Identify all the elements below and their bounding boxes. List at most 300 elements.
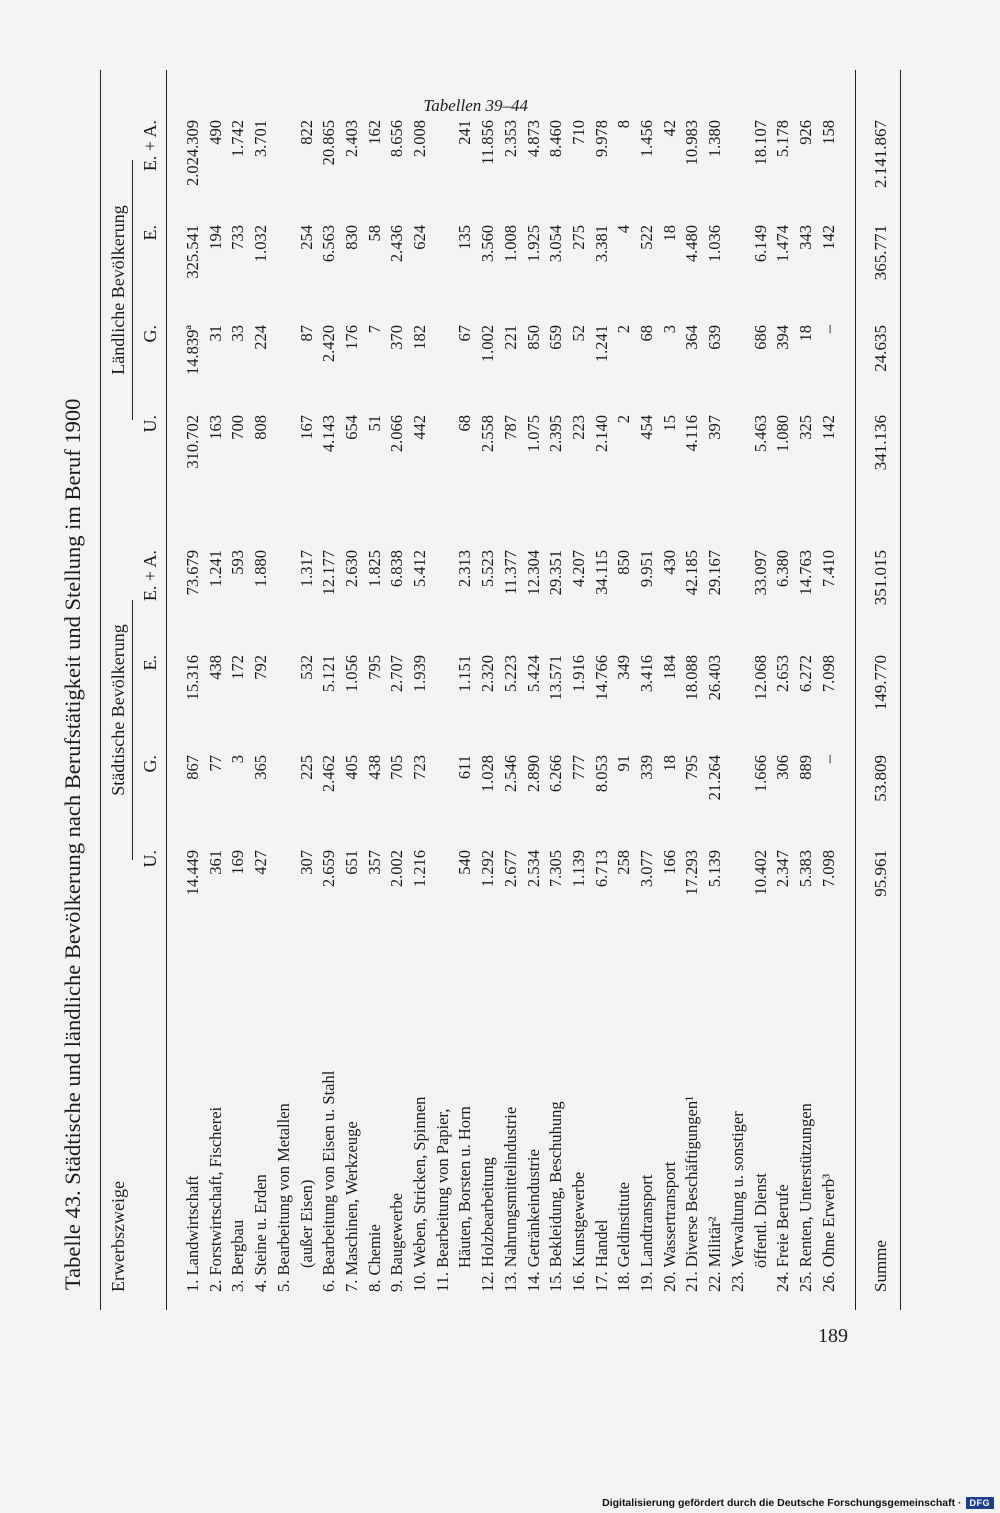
table-cell: 1.075 [523, 415, 543, 453]
table-cell: 6.380 [773, 550, 793, 588]
table-cell: 224 [251, 325, 271, 350]
table-cell: 33.097 [750, 550, 770, 596]
table-cell: 867 [183, 755, 202, 780]
table-cell: 1.880 [251, 550, 271, 588]
table-cell: 651 [341, 850, 361, 875]
table-cell: 3 [228, 755, 248, 764]
table-row [250, 10, 272, 1310]
table-cell: 73.679 [183, 550, 202, 596]
table-cell: 306 [773, 755, 793, 780]
row-label: 4. Steine u. Erden [251, 1174, 271, 1292]
column-header: E. + A. [140, 550, 160, 602]
row-label: (außer Eisen) [296, 1179, 316, 1268]
table-cell: 33 [228, 325, 248, 342]
table-cell: 18 [659, 755, 679, 772]
table-cell: 221 [500, 325, 520, 350]
table-cell: 14.763 [795, 550, 815, 596]
table-cell: 2.403 [341, 120, 361, 158]
table-cell: 2.002 [387, 850, 407, 888]
table-cell: 1.216 [410, 850, 429, 888]
table-cell: 241 [455, 120, 475, 145]
table-cell: 7.098 [818, 655, 838, 693]
table-cell: 2.558 [478, 415, 498, 453]
table-cell: 15.316 [183, 655, 202, 701]
table-title: Tabelle 43. Städtische und ländliche Bevölkerung nach Berufstätigkeit und Stellung im Beruf 1900 [60, 398, 85, 1290]
table-cell: 14.839ª [183, 325, 202, 375]
sum-label: Summe [871, 1240, 890, 1292]
table-cell: 2.347 [773, 850, 793, 888]
table-cell: 9.951 [637, 550, 656, 588]
table-cell: 7.410 [818, 550, 838, 588]
row-label: 22. Militär² [705, 1216, 725, 1292]
table-cell: 5.383 [795, 850, 815, 888]
table-row [818, 10, 840, 1310]
table-cell: 2.140 [591, 415, 611, 453]
table-cell: 254 [296, 225, 316, 250]
table-cell: 2.066 [387, 415, 407, 453]
table-row [273, 10, 295, 1310]
table-cell: 258 [614, 850, 634, 875]
table-cell: 184 [659, 655, 679, 680]
column-header: G. [140, 325, 160, 343]
table-cell: 3 [659, 325, 679, 334]
table-cell: 532 [296, 655, 316, 680]
row-label: 3. Bergbau [228, 1219, 248, 1292]
row-label: 16. Kunstgewerbe [568, 1171, 588, 1292]
table-cell: 135 [455, 225, 475, 250]
table-cell: 795 [682, 755, 702, 780]
table-cell: 611 [455, 755, 475, 780]
table-row [523, 10, 545, 1310]
table-cell: 11.377 [500, 550, 520, 595]
table-row [750, 10, 772, 1310]
table-cell: 1.925 [523, 225, 543, 263]
table-cell: 777 [568, 755, 588, 780]
table-cell: 182 [410, 325, 429, 350]
table-cell: 2.395 [546, 415, 566, 453]
table-cell: 2.008 [410, 120, 429, 158]
table-cell: 1.317 [296, 550, 316, 588]
table-cell: 275 [568, 225, 588, 250]
digitization-footer [602, 1497, 994, 1509]
table-row [205, 10, 227, 1310]
table-cell: 4.143 [319, 415, 339, 453]
row-label: 19. Landtransport [637, 1174, 656, 1292]
table-cell: 438 [364, 755, 384, 780]
row-label: 10. Weben, Stricken, Spinnen [410, 1096, 429, 1292]
table-cell: 710 [568, 120, 588, 145]
page-number: 189 [818, 1325, 848, 1347]
table-row [591, 10, 613, 1310]
table-cell: 339 [637, 755, 656, 780]
table-cell: 21.264 [705, 755, 725, 801]
row-label: 26. Ohne Erwerb³ [818, 1173, 838, 1292]
urban-group-rule [132, 600, 133, 860]
table-cell: 490 [205, 120, 225, 145]
table-cell: 3.381 [591, 225, 611, 263]
table-cell: 454 [637, 415, 656, 440]
table-cell: 593 [228, 550, 248, 575]
table-row [409, 10, 431, 1310]
group-rural-header: Ländliche Bevölkerung [108, 205, 128, 375]
footer-text: Digitalisierung gefördert durch die Deutsche Forschungsgemeinschaft · [602, 1497, 962, 1509]
table-cell: 3.560 [478, 225, 498, 263]
table-cell: 169 [228, 850, 248, 875]
table-cell: 5.223 [500, 655, 520, 693]
table-cell: 1.151 [455, 655, 475, 693]
table-cell: 1.456 [637, 120, 656, 158]
row-label: 20. Wassertransport [659, 1161, 679, 1292]
sum-cell: 365.771 [871, 225, 890, 281]
table-row [636, 10, 658, 1310]
table-cell: 2.677 [500, 850, 520, 888]
table-row [681, 10, 703, 1310]
table-cell: 52 [568, 325, 588, 342]
table-row [500, 10, 522, 1310]
sum-cell: 24.635 [871, 325, 890, 372]
table-cell: 2.462 [319, 755, 339, 793]
table-cell: 91 [614, 755, 634, 772]
table-row [227, 10, 249, 1310]
table-cell: 3.701 [251, 120, 271, 158]
table-cell: 889 [795, 755, 815, 780]
table-cell: 26.403 [705, 655, 725, 701]
table-cell: 2.653 [773, 655, 793, 693]
sum-cell: 53.809 [871, 755, 890, 802]
row-label: 25. Renten, Unterstützungen [795, 1103, 815, 1292]
table-row [364, 10, 386, 1310]
table-cell: 349 [614, 655, 634, 680]
table-cell: 926 [795, 120, 815, 145]
table-cell: 808 [251, 415, 271, 440]
table-cell: 7 [364, 325, 384, 334]
table-row [568, 10, 590, 1310]
table-cell: 2.630 [341, 550, 361, 588]
sum-cell: 149.770 [871, 655, 890, 711]
table-cell: 430 [659, 550, 679, 575]
table-cell: 522 [637, 225, 656, 250]
row-label: 18. Geldinstitute [614, 1182, 634, 1292]
table-cell: 787 [500, 415, 520, 440]
table-cell: 723 [410, 755, 429, 780]
table-cell: 2.320 [478, 655, 498, 693]
table-cell: 11.856 [478, 120, 498, 165]
table-cell: 394 [773, 325, 793, 350]
table-cell: 8.460 [546, 120, 566, 158]
table-cell: 67 [455, 325, 475, 342]
table-cell: 2.353 [500, 120, 520, 158]
table-cell: 364 [682, 325, 702, 350]
table-cell: 361 [205, 850, 225, 875]
table-cell: 1.292 [478, 850, 498, 888]
table-cell: 6.713 [591, 850, 611, 888]
table-row [795, 10, 817, 1310]
table-cell: 2.313 [455, 550, 475, 588]
table-cell: 792 [251, 655, 271, 680]
row-label: 7. Maschinen, Werkzeuge [341, 1121, 361, 1292]
table-cell: 370 [387, 325, 407, 350]
table-cell: 325 [795, 415, 815, 440]
row-label: 6. Bearbeitung von Eisen u. Stahl [319, 1070, 339, 1292]
table-cell: 5.463 [750, 415, 770, 453]
column-header: U. [140, 415, 160, 433]
table-cell: 5.139 [705, 850, 725, 888]
table-row [341, 10, 363, 1310]
table-cell: 5.178 [773, 120, 793, 158]
table-cell: 427 [251, 850, 271, 875]
table-cell: 4.116 [682, 415, 702, 452]
table-cell: 438 [205, 655, 225, 680]
table-row [613, 10, 635, 1310]
table-cell: 6.266 [546, 755, 566, 793]
table-cell: 18 [659, 225, 679, 242]
table-cell: 14.766 [591, 655, 611, 701]
row-label: 14. Getränkeindustrie [523, 1149, 543, 1292]
table-cell: 162 [364, 120, 384, 145]
table-cell: 18.107 [750, 120, 770, 166]
table-cell: 7.098 [818, 850, 838, 888]
table-cell: 1.028 [478, 755, 498, 793]
row-label: 24. Freie Berufe [773, 1184, 793, 1292]
row-label: 17. Handel [591, 1219, 611, 1292]
table-cell: 15 [659, 415, 679, 432]
table-row [704, 10, 726, 1310]
table-row [318, 10, 340, 1310]
sum-cell: 351.015 [871, 550, 890, 606]
table-cell: 1.032 [251, 225, 271, 263]
table-cell: 325.541 [183, 225, 202, 279]
table-cell: 3.416 [637, 655, 656, 693]
table-cell: 13.571 [546, 655, 566, 701]
header-rule [166, 70, 167, 1310]
table-cell: 5.412 [410, 550, 429, 588]
row-label: 8. Chemie [364, 1224, 384, 1292]
table-cell: 1.080 [773, 415, 793, 453]
table-cell: 686 [750, 325, 770, 350]
table-cell: 2.890 [523, 755, 543, 793]
table-cell: 6.563 [319, 225, 339, 263]
column-header: U. [140, 850, 160, 868]
row-label: 5. Bearbeitung von Metallen [273, 1103, 293, 1292]
table-cell: 700 [228, 415, 248, 440]
table-cell: 29.351 [546, 550, 566, 596]
table-cell: 223 [568, 415, 588, 440]
table-cell: – [818, 755, 838, 764]
table-cell: 12.177 [319, 550, 339, 596]
table-row [659, 10, 681, 1310]
table-cell: 1.036 [705, 225, 725, 263]
table-cell: – [818, 325, 838, 334]
table-cell: 397 [705, 415, 725, 440]
table-cell: 8 [614, 120, 634, 129]
table-cell: 142 [818, 415, 838, 440]
table-cell: 3.054 [546, 225, 566, 263]
table-cell: 1.380 [705, 120, 725, 158]
table-cell: 850 [614, 550, 634, 575]
table-cell: 705 [387, 755, 407, 780]
table-row [182, 10, 204, 1310]
table-cell: 357 [364, 850, 384, 875]
table-cell: 18 [795, 325, 815, 342]
table-cell: 167 [296, 415, 316, 440]
row-label: Häuten, Borsten u. Horn [455, 1106, 475, 1268]
running-head: Tabellen 39–44 [423, 96, 528, 115]
table-cell: 14.449 [183, 850, 202, 896]
sum-row [870, 10, 892, 1310]
table-cell: 20.865 [319, 120, 339, 166]
table-cell: 1.916 [568, 655, 588, 693]
rotated-table [60, 10, 920, 1310]
table-row [454, 10, 476, 1310]
table-row [727, 10, 749, 1310]
row-label: öffentl. Dienst [750, 1172, 770, 1268]
top-rule [100, 70, 101, 1310]
table-cell: 18.088 [682, 655, 702, 701]
table-cell: 1.742 [228, 120, 248, 158]
table-cell: 733 [228, 225, 248, 250]
table-cell: 29.167 [705, 550, 725, 596]
table-cell: 2.546 [500, 755, 520, 793]
table-cell: 5.523 [478, 550, 498, 588]
sum-cell: 95.961 [871, 850, 890, 897]
table-cell: 4 [614, 225, 634, 234]
table-cell: 10.983 [682, 120, 702, 166]
table-cell: 194 [205, 225, 225, 250]
table-cell: 176 [341, 325, 361, 350]
table-cell: 654 [341, 415, 361, 440]
table-cell: 158 [818, 120, 838, 145]
table-cell: 2.534 [523, 850, 543, 888]
table-cell: 405 [341, 755, 361, 780]
table-cell: 12.068 [750, 655, 770, 701]
table-cell: 1.939 [410, 655, 429, 693]
table-cell: 639 [705, 325, 725, 350]
table-cell: 442 [410, 415, 429, 440]
table-cell: 6.272 [795, 655, 815, 693]
table-cell: 1.241 [591, 325, 611, 363]
table-cell: 31 [205, 325, 225, 342]
table-cell: 822 [296, 120, 316, 145]
table-cell: 5.121 [319, 655, 339, 693]
rural-group-rule [132, 160, 133, 420]
table-row [296, 10, 318, 1310]
table-cell: 1.056 [341, 655, 361, 693]
group-urban-header: Städtische Bevölkerung [108, 624, 128, 796]
table-cell: 624 [410, 225, 429, 250]
row-label: 11. Bearbeitung von Papier, [432, 1108, 452, 1292]
table-cell: 2 [614, 415, 634, 424]
row-label: 23. Verwaltung u. sonstiger [727, 1111, 747, 1292]
table-cell: 5.424 [523, 655, 543, 693]
bottom-rule [900, 70, 901, 1310]
table-cell: 8.053 [591, 755, 611, 793]
table-cell: 17.293 [682, 850, 702, 896]
row-label: 12. Holzbearbeitung [478, 1157, 498, 1292]
table-cell: 540 [455, 850, 475, 875]
row-label: 13. Nahrungsmittelindustrie [500, 1106, 520, 1292]
table-cell: 163 [205, 415, 225, 440]
table-cell: 343 [795, 225, 815, 250]
table-cell: 310.702 [183, 415, 202, 469]
table-cell: 2 [614, 325, 634, 334]
table-row [545, 10, 567, 1310]
table-cell: 10.402 [750, 850, 770, 896]
table-cell: 58 [364, 225, 384, 242]
table-row [386, 10, 408, 1310]
table-cell: 68 [455, 415, 475, 432]
table-cell: 42 [659, 120, 679, 137]
table-cell: 2.420 [319, 325, 339, 363]
table-cell: 850 [523, 325, 543, 350]
table-cell: 1.008 [500, 225, 520, 263]
table-cell: 4.207 [568, 550, 588, 588]
row-label: 15. Bekleidung, Beschuhung [546, 1101, 566, 1292]
table-cell: 6.838 [387, 550, 407, 588]
table-cell: 8.656 [387, 120, 407, 158]
table-cell: 1.241 [205, 550, 225, 588]
table-cell: 42.185 [682, 550, 702, 596]
column-header: E. [140, 225, 160, 241]
table-cell: 4.873 [523, 120, 543, 158]
row-label: 9. Baugewerbe [387, 1193, 407, 1292]
table-cell: 142 [818, 225, 838, 250]
table-cell: 1.474 [773, 225, 793, 263]
table-cell: 68 [637, 325, 656, 342]
table-row [772, 10, 794, 1310]
table-cell: 2.659 [319, 850, 339, 888]
table-cell: 4.480 [682, 225, 702, 263]
table-cell: 2.024.309 [183, 120, 202, 186]
table-cell: 365 [251, 755, 271, 780]
table-cell: 3.077 [637, 850, 656, 888]
table-cell: 6.149 [750, 225, 770, 263]
table-cell: 77 [205, 755, 225, 772]
table-cell: 34.115 [591, 550, 611, 595]
sum-cell: 341.136 [871, 415, 890, 471]
table-cell: 87 [296, 325, 316, 342]
table-cell: 1.002 [478, 325, 498, 363]
table-cell: 51 [364, 415, 384, 432]
row-label: 1. Landwirtschaft [183, 1175, 202, 1292]
table-cell: 225 [296, 755, 316, 780]
table-row [477, 10, 499, 1310]
table-cell: 12.304 [523, 550, 543, 596]
table-cell: 1.666 [750, 755, 770, 793]
table-row [432, 10, 454, 1310]
table-cell: 166 [659, 850, 679, 875]
sum-rule [855, 70, 856, 1310]
row-label: 21. Diverse Beschäftigungen¹ [682, 1095, 702, 1292]
table-cell: 307 [296, 850, 316, 875]
table-cell: 9.978 [591, 120, 611, 158]
sum-cell: 2.141.867 [871, 120, 890, 188]
table-cell: 1.139 [568, 850, 588, 888]
table-cell: 2.707 [387, 655, 407, 693]
table-cell: 659 [546, 325, 566, 350]
column-header: G. [140, 755, 160, 773]
row-label: 2. Forstwirtschaft, Fischerei [205, 1106, 225, 1292]
table-cell: 830 [341, 225, 361, 250]
table-cell: 172 [228, 655, 248, 680]
table-cell: 795 [364, 655, 384, 680]
table-cell: 1.825 [364, 550, 384, 588]
dfg-logo: DFG [966, 1497, 995, 1509]
table-cell: 7.305 [546, 850, 566, 888]
column-header: E. + A. [140, 120, 160, 172]
column-header: E. [140, 655, 160, 671]
label-header: Erwerbszweige [108, 1181, 128, 1292]
table-cell: 2.436 [387, 225, 407, 263]
